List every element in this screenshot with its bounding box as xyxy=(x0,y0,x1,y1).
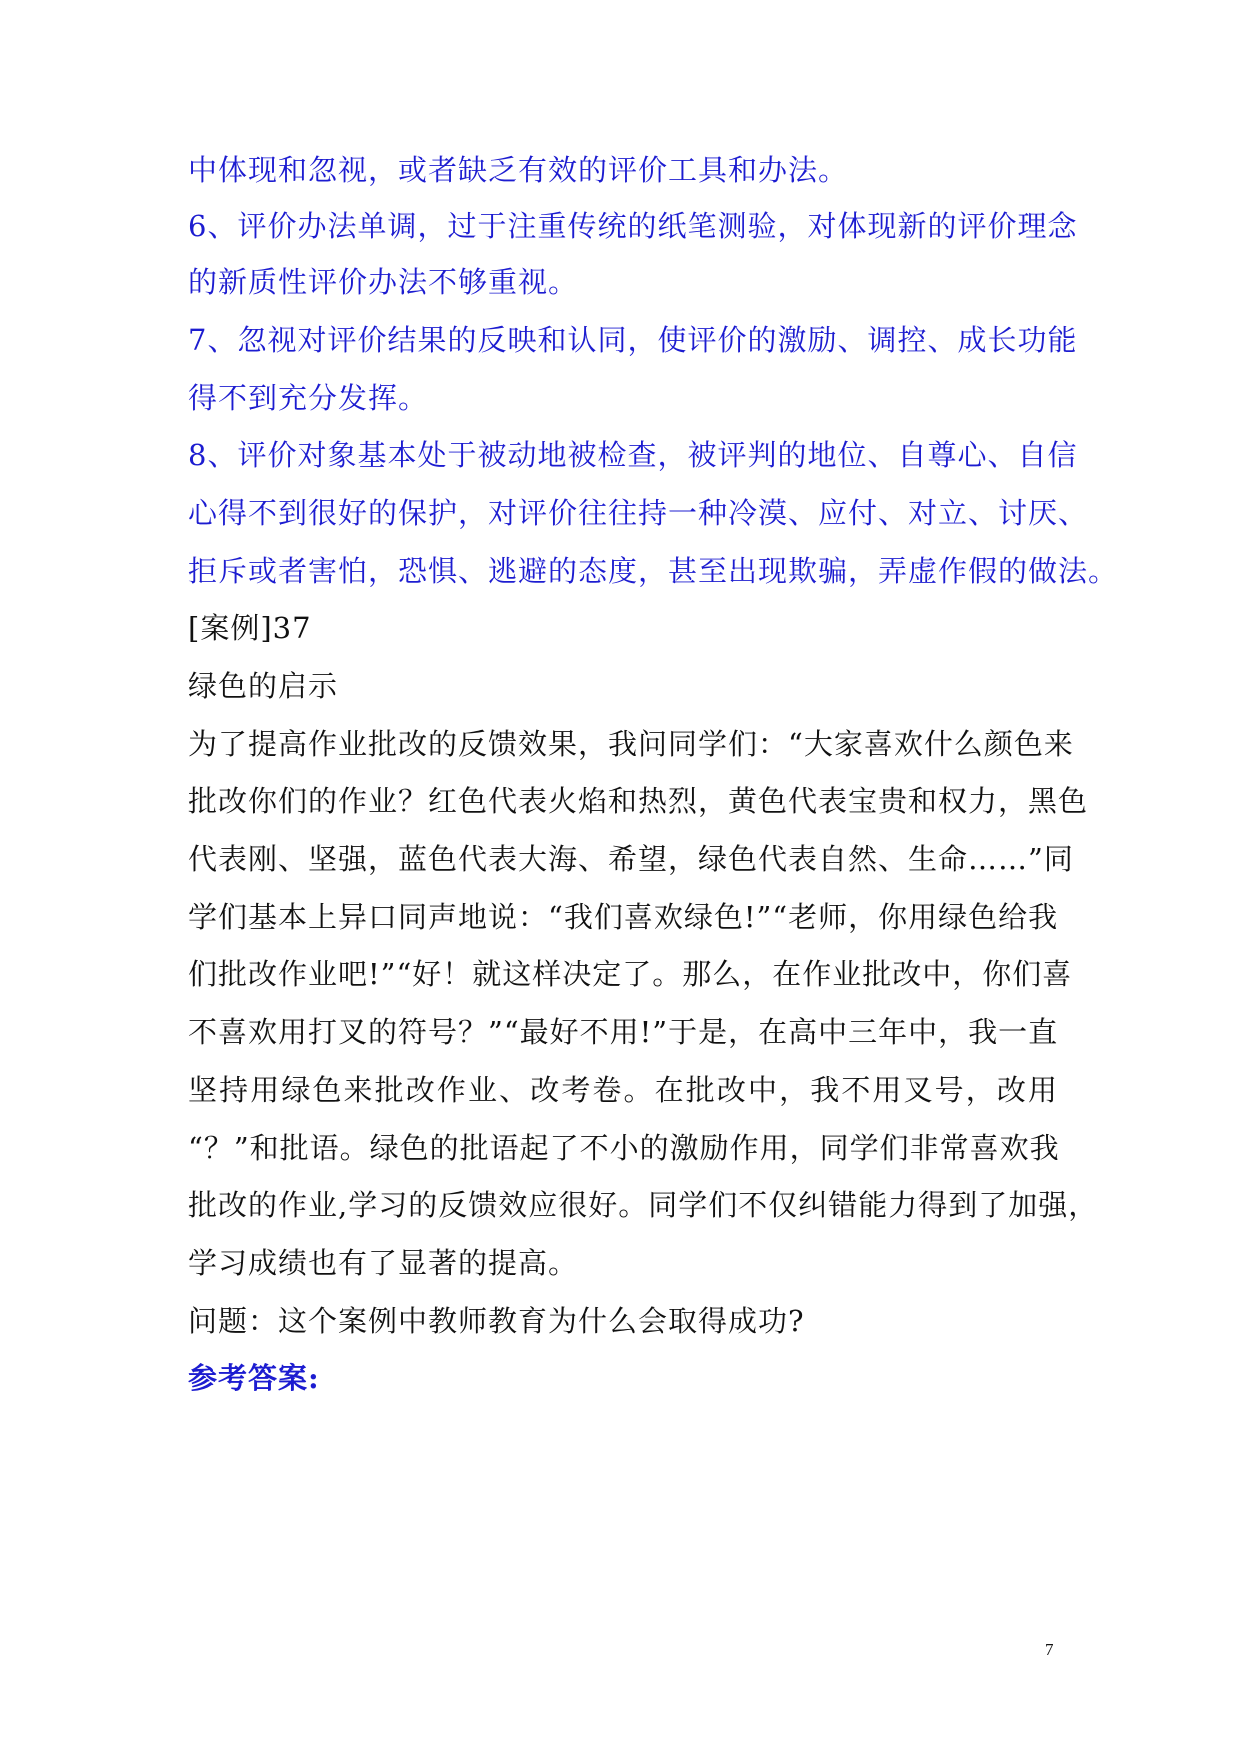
case-body-line: “？”和批语。绿色的批语起了不小的激励作用，同学们非常喜欢我 xyxy=(188,1131,1060,1165)
case-body-line: 们批改作业吧!”“好！就这样决定了。那么，在作业批改中，你们喜 xyxy=(188,957,1073,991)
case-title: 绿色的启示 xyxy=(188,669,339,703)
case-body-line: 学们基本上异口同声地说：“我们喜欢绿色!”“老师，你用绿色给我 xyxy=(188,900,1059,934)
list-item-7-line-1: 7、忽视对评价结果的反映和认同，使评价的激励、调控、成长功能 xyxy=(188,323,1078,357)
question-line: 问题：这个案例中教师教育为什么会取得成功? xyxy=(188,1304,805,1338)
list-item-6-line-2: 的新质性评价办法不够重视。 xyxy=(188,265,579,299)
case-body-line: 不喜欢用打叉的符号？”“最好不用!”于是，在高中三年中，我一直 xyxy=(188,1015,1059,1049)
list-item-8-line-1: 8、评价对象基本处于被动地被检查，被评判的地位、自尊心、自信 xyxy=(188,438,1078,472)
case-body-line: 代表刚、坚强，蓝色代表大海、希望，绿色代表自然、生命……”同 xyxy=(188,842,1074,876)
list-item-8-line-2: 心得不到很好的保护，对评价往往持一种冷漠、应付、对立、讨厌、 xyxy=(188,496,1089,530)
case-heading: [案例]37 xyxy=(188,611,312,645)
case-body-line: 为了提高作业批改的反馈效果，我问同学们：“大家喜欢什么颜色来 xyxy=(188,727,1074,761)
list-item-8-line-3: 拒斥或者害怕，恐惧、逃避的态度，甚至出现欺骗，弄虚作假的做法。 xyxy=(188,554,1119,588)
case-body-line: 坚持用绿色来批改作业、改考卷。在批改中，我不用叉号，改用 xyxy=(188,1073,1058,1107)
paragraph-line: 中体现和忽视，或者缺乏有效的评价工具和办法。 xyxy=(188,153,849,187)
case-body-line: 学习成绩也有了显著的提高。 xyxy=(188,1246,579,1280)
list-item-6-line-1: 6、评价办法单调，过于注重传统的纸笔测验，对体现新的评价理念 xyxy=(188,209,1078,243)
page-number: 7 xyxy=(1045,1640,1054,1659)
case-body-line: 批改的作业,学习的反馈效应很好。同学们不仅纠错能力得到了加强， xyxy=(188,1188,1099,1222)
list-item-7-line-2: 得不到充分发挥。 xyxy=(188,381,429,415)
case-body-line: 批改你们的作业？红色代表火焰和热烈，黄色代表宝贵和权力，黑色 xyxy=(188,784,1089,818)
reference-answer-heading: 参考答案: xyxy=(188,1361,320,1395)
